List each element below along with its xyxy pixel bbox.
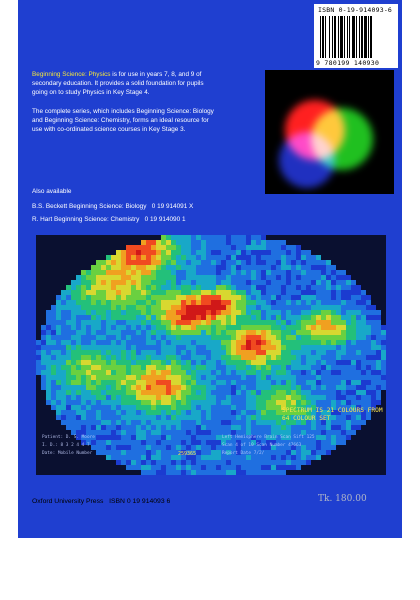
blurb-p1-line3: going on to study Physics in Key Stage 4. (32, 89, 150, 96)
blue-light-circle (279, 132, 335, 188)
blurb-book-title: Beginning Science: Physics (32, 71, 111, 78)
blurb-p1-line1: is for use in years 7, 8, and 9 of (110, 71, 202, 78)
scan-label-left-1: Patient: D. S. Moore (42, 435, 95, 440)
price-sticker: Tk. 180.00 (318, 494, 367, 504)
publisher-isbn: ISBN 0 19 914093 6 (109, 498, 171, 505)
scan-number: 259365 (178, 451, 197, 457)
blurb-p1-line2: secondary education. It provides a solid foundation for pupils (32, 80, 204, 87)
scan-caption (282, 407, 383, 423)
also-available-heading: Also available (32, 188, 72, 195)
blurb-paragraph-2 (32, 107, 247, 134)
book-2-title: Beginning Science: Chemistry (54, 216, 140, 223)
brain-scan-image (36, 235, 386, 475)
blurb-p2-line3: use with co-ordinated science courses in Key Stage 3. (32, 126, 186, 133)
blurb-p2-line1: The complete series, which includes Beginning Science: Biology (32, 108, 214, 115)
book-2-author: R. Hart (32, 216, 53, 223)
barcode-block (314, 4, 398, 68)
scan-caption-line2: 64 COLOUR SET (282, 415, 331, 422)
scan-label-right-2: Scan 4 of 10 Scan Number 47663 (222, 443, 302, 448)
book-1-title: Beginning Science: Biology (68, 203, 147, 210)
book-1-isbn: 0 19 914091 X (151, 203, 194, 210)
barcode-icon (320, 16, 394, 58)
also-available-book-2 (32, 215, 186, 224)
publisher-name: Oxford University Press (32, 498, 104, 505)
scan-label-left-2: I. D.: 8 3 2 4 4 7 (42, 443, 90, 448)
book-2-isbn: 0 19 914090 1 (144, 216, 186, 223)
blurb-paragraph-1 (32, 70, 247, 97)
barcode-number: 9 780199 140930 (316, 59, 380, 67)
publisher-line (32, 498, 170, 505)
back-cover (18, 0, 402, 538)
scan-caption-line1: SPECTRUM IS 21 COLOURS FROM (282, 407, 383, 414)
colour-mixing-photo (265, 70, 394, 194)
blurb-p2-line2: and Beginning Science: Chemistry, forms an ideal resource for (32, 117, 209, 124)
book-1-author: B.S. Beckett (32, 203, 68, 210)
scan-label-right-1: Left Hemisphere Brain Scan Sift 125 (222, 435, 315, 440)
barcode-isbn-label: ISBN 0-19-914093-6 (318, 6, 393, 14)
scan-label-left-3: Date: Mobile Number (42, 451, 93, 456)
scan-label-right-3: Report Date 7/2/ (222, 451, 265, 456)
also-available-book-1 (32, 202, 193, 211)
